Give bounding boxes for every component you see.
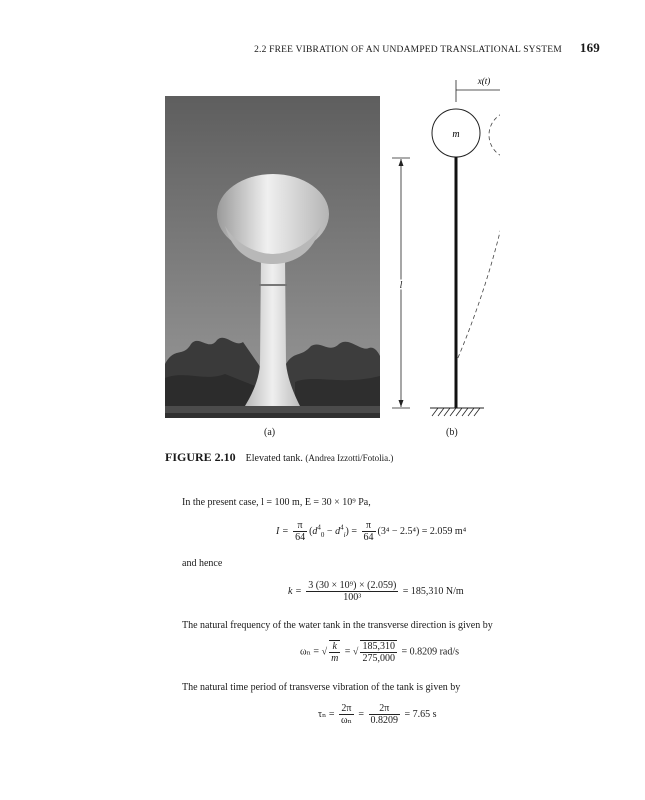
eq-t-num-2: 2π: [369, 703, 401, 715]
displacement-label: x(t): [477, 76, 491, 86]
cantilever-model-diagram: [390, 70, 500, 425]
eq-w-num: 185,310: [362, 641, 395, 652]
water-tank-photo: [165, 96, 380, 418]
eq-k-lhs: k =: [288, 585, 302, 597]
section-title: 2.2 FREE VIBRATION OF AN UNDAMPED TRANSLATIONAL SYSTEM: [254, 45, 562, 55]
natural-frequency-equation: ωₙ = √ $\frac{k}{m}$ = √ $\frac{185,310}{275,000}$ = 0.8209 rad/s: [300, 641, 460, 664]
eq-i-pi-2: π: [362, 520, 376, 532]
mass-label: m: [452, 129, 460, 140]
caption-credit: (Andrea Izzotti/Fotolia.): [305, 453, 394, 463]
figure-caption: [165, 450, 393, 465]
eq-t-den-2: 0.8209: [370, 715, 399, 726]
eq-i-den-1: 64: [295, 532, 306, 543]
eq-w-rhs: = 0.8209 rad/s: [401, 646, 460, 658]
eq-i-lhs: I =: [276, 525, 289, 537]
page-number: 169: [579, 40, 600, 55]
eq-k-den: 100³: [343, 592, 362, 603]
figure-number: FIGURE 2.10: [165, 450, 236, 464]
subfigure-a-label: (a): [264, 427, 276, 438]
eq-i-result: (3⁴ − 2.5⁴) = 2.059 m⁴: [377, 525, 467, 537]
subfigure-b-label: (b): [446, 427, 458, 438]
period-sentence: The natural time period of transverse vibration of the tank is given by: [182, 682, 461, 693]
and-hence-text: and hence: [182, 558, 223, 569]
eq-w-den: 275,000: [362, 653, 395, 664]
intro-sentence: In the present case, l = 100 m, E = 30 × 10⁹ Pa,: [182, 497, 371, 508]
eq-t-den-1: ωₙ: [340, 715, 352, 726]
stiffness-equation: [288, 580, 464, 603]
moment-of-inertia-equation: I = $\frac{\pi}{64}$ $(d^4_0 - d^4_i)$ = $\frac{\pi}{64}$ (3⁴ − 2.5⁴) = 2.059 m⁴: [276, 520, 467, 543]
eq-k-num: 3 (30 × 10⁹) × (2.059): [308, 580, 397, 591]
eq-t-lhs: τₙ =: [318, 708, 335, 720]
eq-k-rhs: = 185,310 N/m: [402, 585, 464, 597]
caption-text: Elevated tank.: [245, 453, 303, 464]
eq-i-pi-1: π: [293, 520, 307, 532]
eq-t-rhs: = 7.65 s: [404, 708, 437, 720]
eq-w-lhs: ωₙ =: [300, 646, 320, 658]
frequency-sentence: The natural frequency of the water tank in the transverse direction is given by: [182, 620, 493, 631]
eq-t-num-1: 2π: [339, 703, 354, 715]
natural-period-equation: τₙ = $\frac{2\pi}{\text{ωₙ}}$ = $\frac{2\pi}{0.8209}$ = 7.65 s: [318, 703, 437, 726]
eq-i-den-2: 64: [363, 532, 374, 543]
running-head: [0, 40, 600, 56]
length-label: l: [399, 280, 403, 291]
